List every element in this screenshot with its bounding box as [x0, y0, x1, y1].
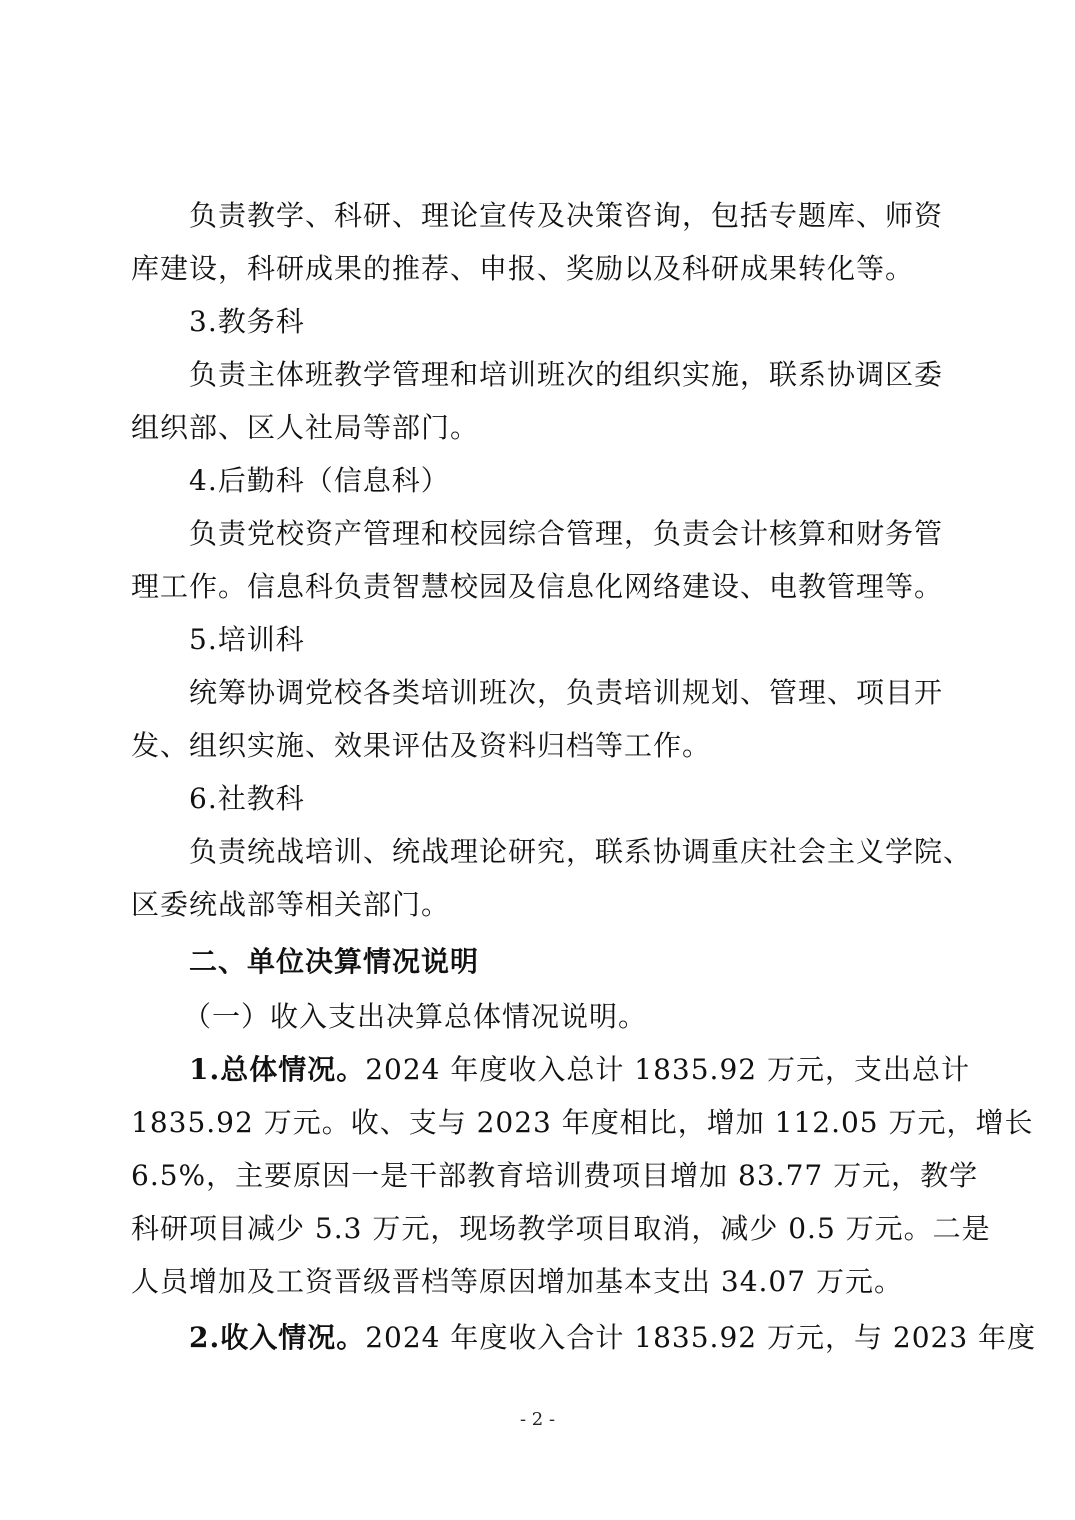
paragraph-line: 科研项目减少 5.3 万元，现场教学项目取消，减少 0.5 万元。二是: [131, 1212, 991, 1245]
paragraph-line: 区委统战部等相关部门。: [131, 888, 451, 921]
paragraph-line: 1835.92 万元。收、支与 2023 年度相比，增加 112.05 万元，增长: [131, 1106, 1034, 1139]
paragraph-line: 负责党校资产管理和校园综合管理，负责会计核算和财务管: [189, 517, 944, 550]
subsection-heading: （一）收入支出决算总体情况说明。: [183, 1000, 648, 1033]
page-number: - 2 -: [519, 1409, 556, 1430]
paragraph-lead: 1.总体情况。: [189, 1053, 366, 1086]
paragraph-text: 2024 年度收入合计 1835.92 万元，与 2023 年度: [365, 1321, 1037, 1354]
paragraph-line: 负责教学、科研、理论宣传及决策咨询，包括专题库、师资: [189, 199, 944, 232]
paragraph-line: 库建设，科研成果的推荐、申报、奖励以及科研成果转化等。: [131, 252, 915, 285]
paragraph-line: [189, 1050, 970, 1090]
paragraph-line: 负责主体班教学管理和培训班次的组织实施，联系协调区委: [189, 358, 944, 391]
section-heading-4: 4.后勤科（信息科）: [189, 464, 450, 497]
paragraph-lead: 2.收入情况。: [189, 1321, 366, 1354]
paragraph-line: 组织部、区人社局等部门。: [131, 411, 480, 444]
section-heading-6: 6.社教科: [189, 782, 305, 815]
paragraph-line: [189, 1318, 1036, 1358]
paragraph-line: 统筹协调党校各类培训班次，负责培训规划、管理、项目开: [189, 676, 944, 709]
paragraph-line: 负责统战培训、统战理论研究，联系协调重庆社会主义学院、: [189, 835, 973, 868]
chapter-heading: 二、单位决算情况说明: [189, 945, 480, 978]
section-heading-3: 3.教务科: [189, 305, 305, 338]
paragraph-line: 6.5%，主要原因一是干部教育培训费项目增加 83.77 万元，教学: [131, 1159, 979, 1192]
paragraph-line: 人员增加及工资晋级晋档等原因增加基本支出 34.07 万元。: [131, 1265, 903, 1298]
paragraph-text: 2024 年度收入总计 1835.92 万元，支出总计: [365, 1053, 970, 1086]
section-heading-5: 5.培训科: [189, 623, 305, 656]
paragraph-line: 理工作。信息科负责智慧校园及信息化网络建设、电教管理等。: [131, 570, 944, 603]
paragraph-line: 发、组织实施、效果评估及资料归档等工作。: [131, 729, 712, 762]
